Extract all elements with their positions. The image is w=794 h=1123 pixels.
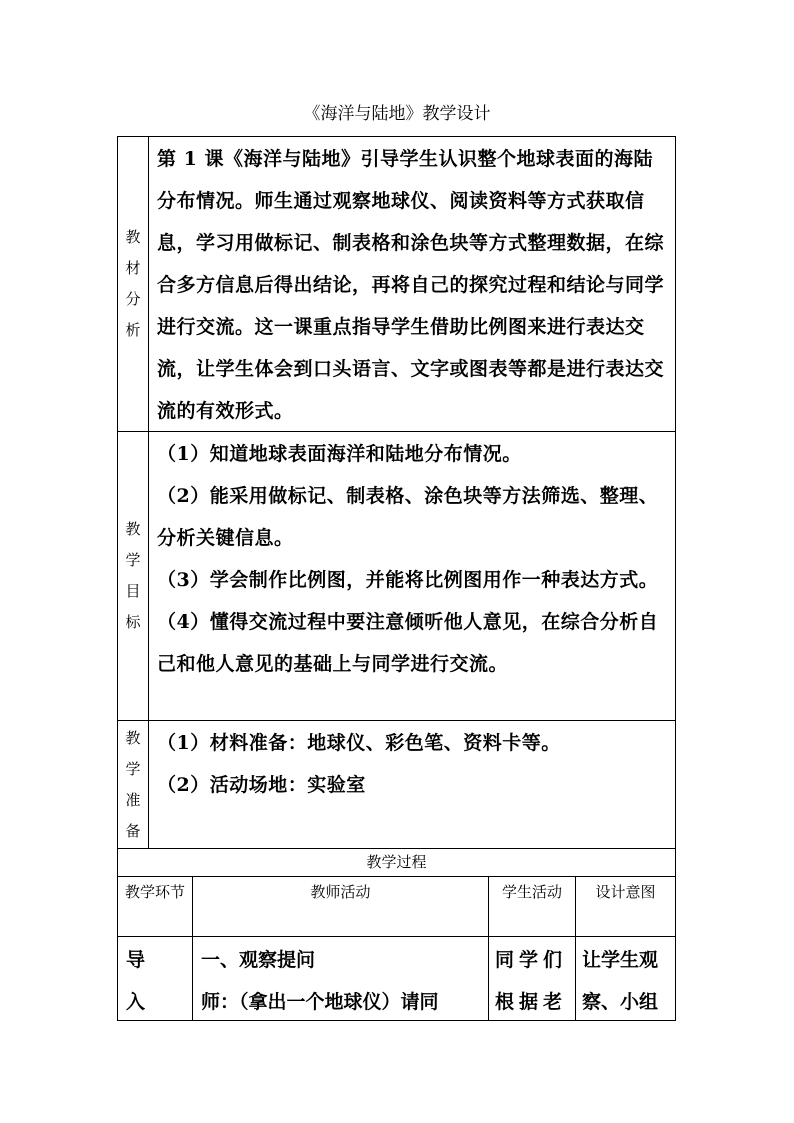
stage-cell [126,939,154,1019]
teacher-cell [201,939,485,1019]
prep-item: （1）材料准备：地球仪、彩色笔、资料卡等。 [157,732,561,754]
table-border-right [675,136,676,1021]
goal-item: （1）知道地球表面海洋和陆地分布情况。 [157,443,522,465]
table-border-top [117,136,676,137]
intent-text: 让学生观察、小组 [582,949,659,1013]
prep-content [157,722,669,847]
label-column-divider [148,136,149,848]
column-header-stage: 教学环节 [124,883,185,901]
prep-label-text: 教学准备 [125,728,141,840]
row-divider [117,936,676,937]
column-header-teacher: 教师活动 [310,883,371,901]
analysis-text: 第 1 课《海洋与陆地》引导学生认识整个地球表面的海陆分布情况。师生通过观察地球仪、阅读资料等方式获取信息，学习用做标记、制表格和涂色块等方式整理数据，在综合多方信息后得出结论，再将自己的探究过程和结论与同学进行交流。这一课重点指导学生借助比例图来进行表达交流，让学生体会到口头语言、文字或图表等都是进行表达交流的有效形式。 [157,148,665,422]
page-title: 《海洋与陆地》教学设计 [303,104,491,124]
goals-content [157,433,669,719]
prep-label [118,721,148,848]
teacher-line: 师：（拿出一个地球仪）请同 [201,991,439,1013]
analysis-content [157,138,669,430]
column-header-student: 学生活动 [501,883,562,901]
analysis-label-text: 教材分析 [125,228,141,339]
teacher-line: 一、观察提问 [201,949,316,971]
stage-text: 导入 [126,949,146,1013]
lesson-plan-table [117,136,676,1021]
prep-item: （2）活动场地：实验室 [157,774,366,796]
goal-item: （2）能采用做标记、制表格、涂色块等方法筛选、整理、分析关键信息。 [157,485,659,549]
student-text: 同学们根据老 [495,949,568,1013]
goals-label-text: 教学目标 [125,520,141,631]
student-cell [495,939,571,1019]
intent-cell [582,939,672,1019]
analysis-label [118,137,148,431]
goal-item: （4）懂得交流过程中要注意倾听他人意见，在综合分析自己和他人意见的基础上与同学进行交流。 [157,611,659,675]
goal-item: （3）学会制作比例图，并能将比例图用作一种表达方式。 [157,569,659,591]
process-header: 教学过程 [366,853,427,871]
goals-label [118,432,148,720]
column-header-intent: 设计意图 [595,883,656,901]
row-divider [117,720,676,721]
